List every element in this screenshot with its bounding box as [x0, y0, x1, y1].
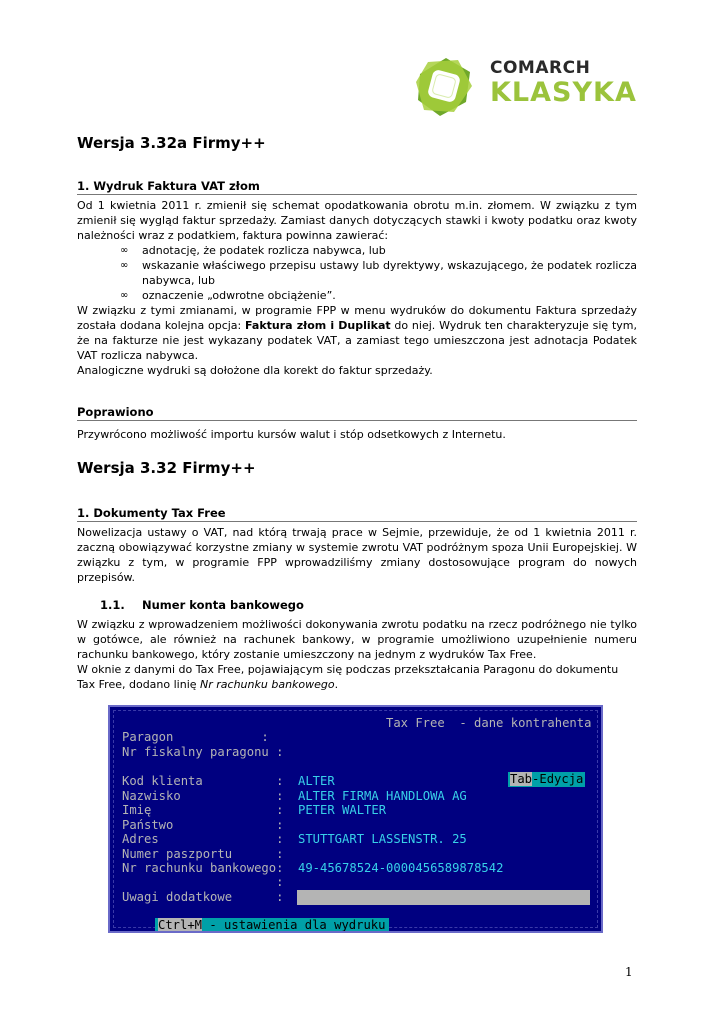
infinity-bullet-icon: ∞	[120, 245, 129, 256]
field-value-nazwisko[interactable]: ALTER FIRMA HANDLOWA AG	[298, 789, 467, 803]
version-332a-heading: Wersja 3.32a Firmy++	[77, 134, 266, 152]
field-value-kod-klienta[interactable]: ALTER	[298, 774, 335, 788]
section-wydruk-paragraph-3: Analogiczne wydruki są dołożone dla korekt do faktur sprzedaży.	[77, 364, 433, 377]
logo-brand-text: COMARCH	[490, 58, 591, 78]
section-taxfree-heading: 1. Dokumenty Tax Free	[77, 506, 637, 522]
fixed-heading: Poprawiono	[77, 405, 637, 421]
infinity-bullet-icon: ∞	[120, 260, 129, 271]
logo-mark-icon	[410, 52, 478, 120]
field-value-nr-rachunku[interactable]: 49-45678524-0000456589878542	[298, 861, 504, 875]
list-item: ∞ adnotację, że podatek rozlicza nabywca, lub	[120, 244, 386, 257]
field-label-panstwo: Państwo :	[122, 818, 284, 832]
infinity-bullet-icon: ∞	[120, 290, 129, 301]
field-label-imie: Imię :	[122, 803, 284, 817]
page-number: 1	[625, 965, 633, 979]
subsection-paragraph-2: W oknie z danymi do Tax Free, pojawiającym się podczas przekształcania Paragonu do dokumentu Tax Free, dodano linię Nr rachunku bankowego.	[77, 663, 619, 691]
fixed-paragraph: Przywrócono możliwość importu kursów walut i stóp odsetkowych z Internetu.	[77, 428, 506, 441]
field-label-nazwisko: Nazwisko :	[122, 789, 284, 803]
section-wydruk-heading: 1. Wydruk Faktura VAT złom	[77, 179, 637, 195]
field-label-uwagi: Uwagi dodatkowe :	[122, 890, 284, 904]
bullet-list	[77, 243, 637, 303]
field-label-nr-fiskalny: Nr fiskalny paragonu :	[122, 745, 284, 759]
field-value-adres[interactable]: STUTTGART LASSENSTR. 25	[298, 832, 467, 846]
comarch-klasyka-logo	[410, 52, 637, 120]
list-item: ∞ oznaczenie „odwrotne obciążenie”.	[120, 289, 336, 302]
version-332-heading: Wersja 3.32 Firmy++	[77, 459, 256, 477]
terminal-header: Tax Free - dane kontrahenta	[386, 716, 592, 730]
ctrl-m-hint: Ctrl+M - ustawienia dla wydruku	[155, 918, 389, 933]
field-label-continuation: :	[122, 875, 284, 889]
uwagi-input[interactable]	[297, 890, 590, 905]
field-label-kod-klienta: Kod klienta :	[122, 774, 284, 788]
subsection-heading: 1.1. Numer konta bankowego	[100, 598, 304, 612]
subsection-paragraph-1: W związku z wprowadzeniem możliwości dokonywania zwrotu podatku na rzecz podróżnego nie tylko w gotówce, ale również na rachunek bankowy, w programie umożliwiono uzupełnienie numeru rachunku bankowego, który zostanie umieszczony na jednym z wydruków Tax Free.	[77, 618, 637, 661]
section-wydruk-paragraph-2: W związku z tymi zmianami, w programie FPP w menu wydruków do dokumentu Faktura sprzedaży została dodana kolejna opcja: Faktura złom i Duplikat do niej. Wydruk ten charakteryzuje się tym, że na fakturze nie jest wykazany podatek VAT, a zamiast tego umieszczona jest adnotacja Podatek VAT rozlicza nabywca.	[77, 304, 637, 362]
tab-edit-hint: Tab-Edycja	[510, 772, 584, 786]
field-label-adres: Adres :	[122, 832, 284, 846]
list-item: ∞ wskazanie właściwego przepisu ustawy lub dyrektywy, wskazującego, że podatek rozlicza nabywca, lub	[120, 259, 637, 287]
field-label-paragon: Paragon :	[122, 730, 269, 744]
taxfree-terminal-screenshot	[108, 705, 603, 933]
logo-product-text: KLASYKA	[490, 77, 637, 108]
section-taxfree-paragraph: Nowelizacja ustawy o VAT, nad którą trwają prace w Sejmie, przewiduje, że od 1 kwietnia 2011 r. zaczną obowiązywać korzystne zmiany w systemie zwrotu VAT podróżnym spoza Unii Europejskiej. W związku z tym, w programie FPP wprowadziliśmy zmiany dostosowujące program do nowych przepisów.	[77, 526, 637, 584]
field-label-nr-rachunku: Nr rachunku bankowego:	[122, 861, 284, 875]
field-label-numer-paszportu: Numer paszportu :	[122, 847, 284, 861]
section-wydruk-paragraph-1: Od 1 kwietnia 2011 r. zmienił się schemat opodatkowania obrotu m.in. złomem. W związku z tym zmienił się wygląd faktur sprzedaży. Zamiast danych dotyczących stawki i kwoty podatku oraz kwoty należności wraz z podatkiem, faktura powinna zawierać:	[77, 199, 637, 242]
field-value-imie[interactable]: PETER WALTER	[298, 803, 387, 817]
